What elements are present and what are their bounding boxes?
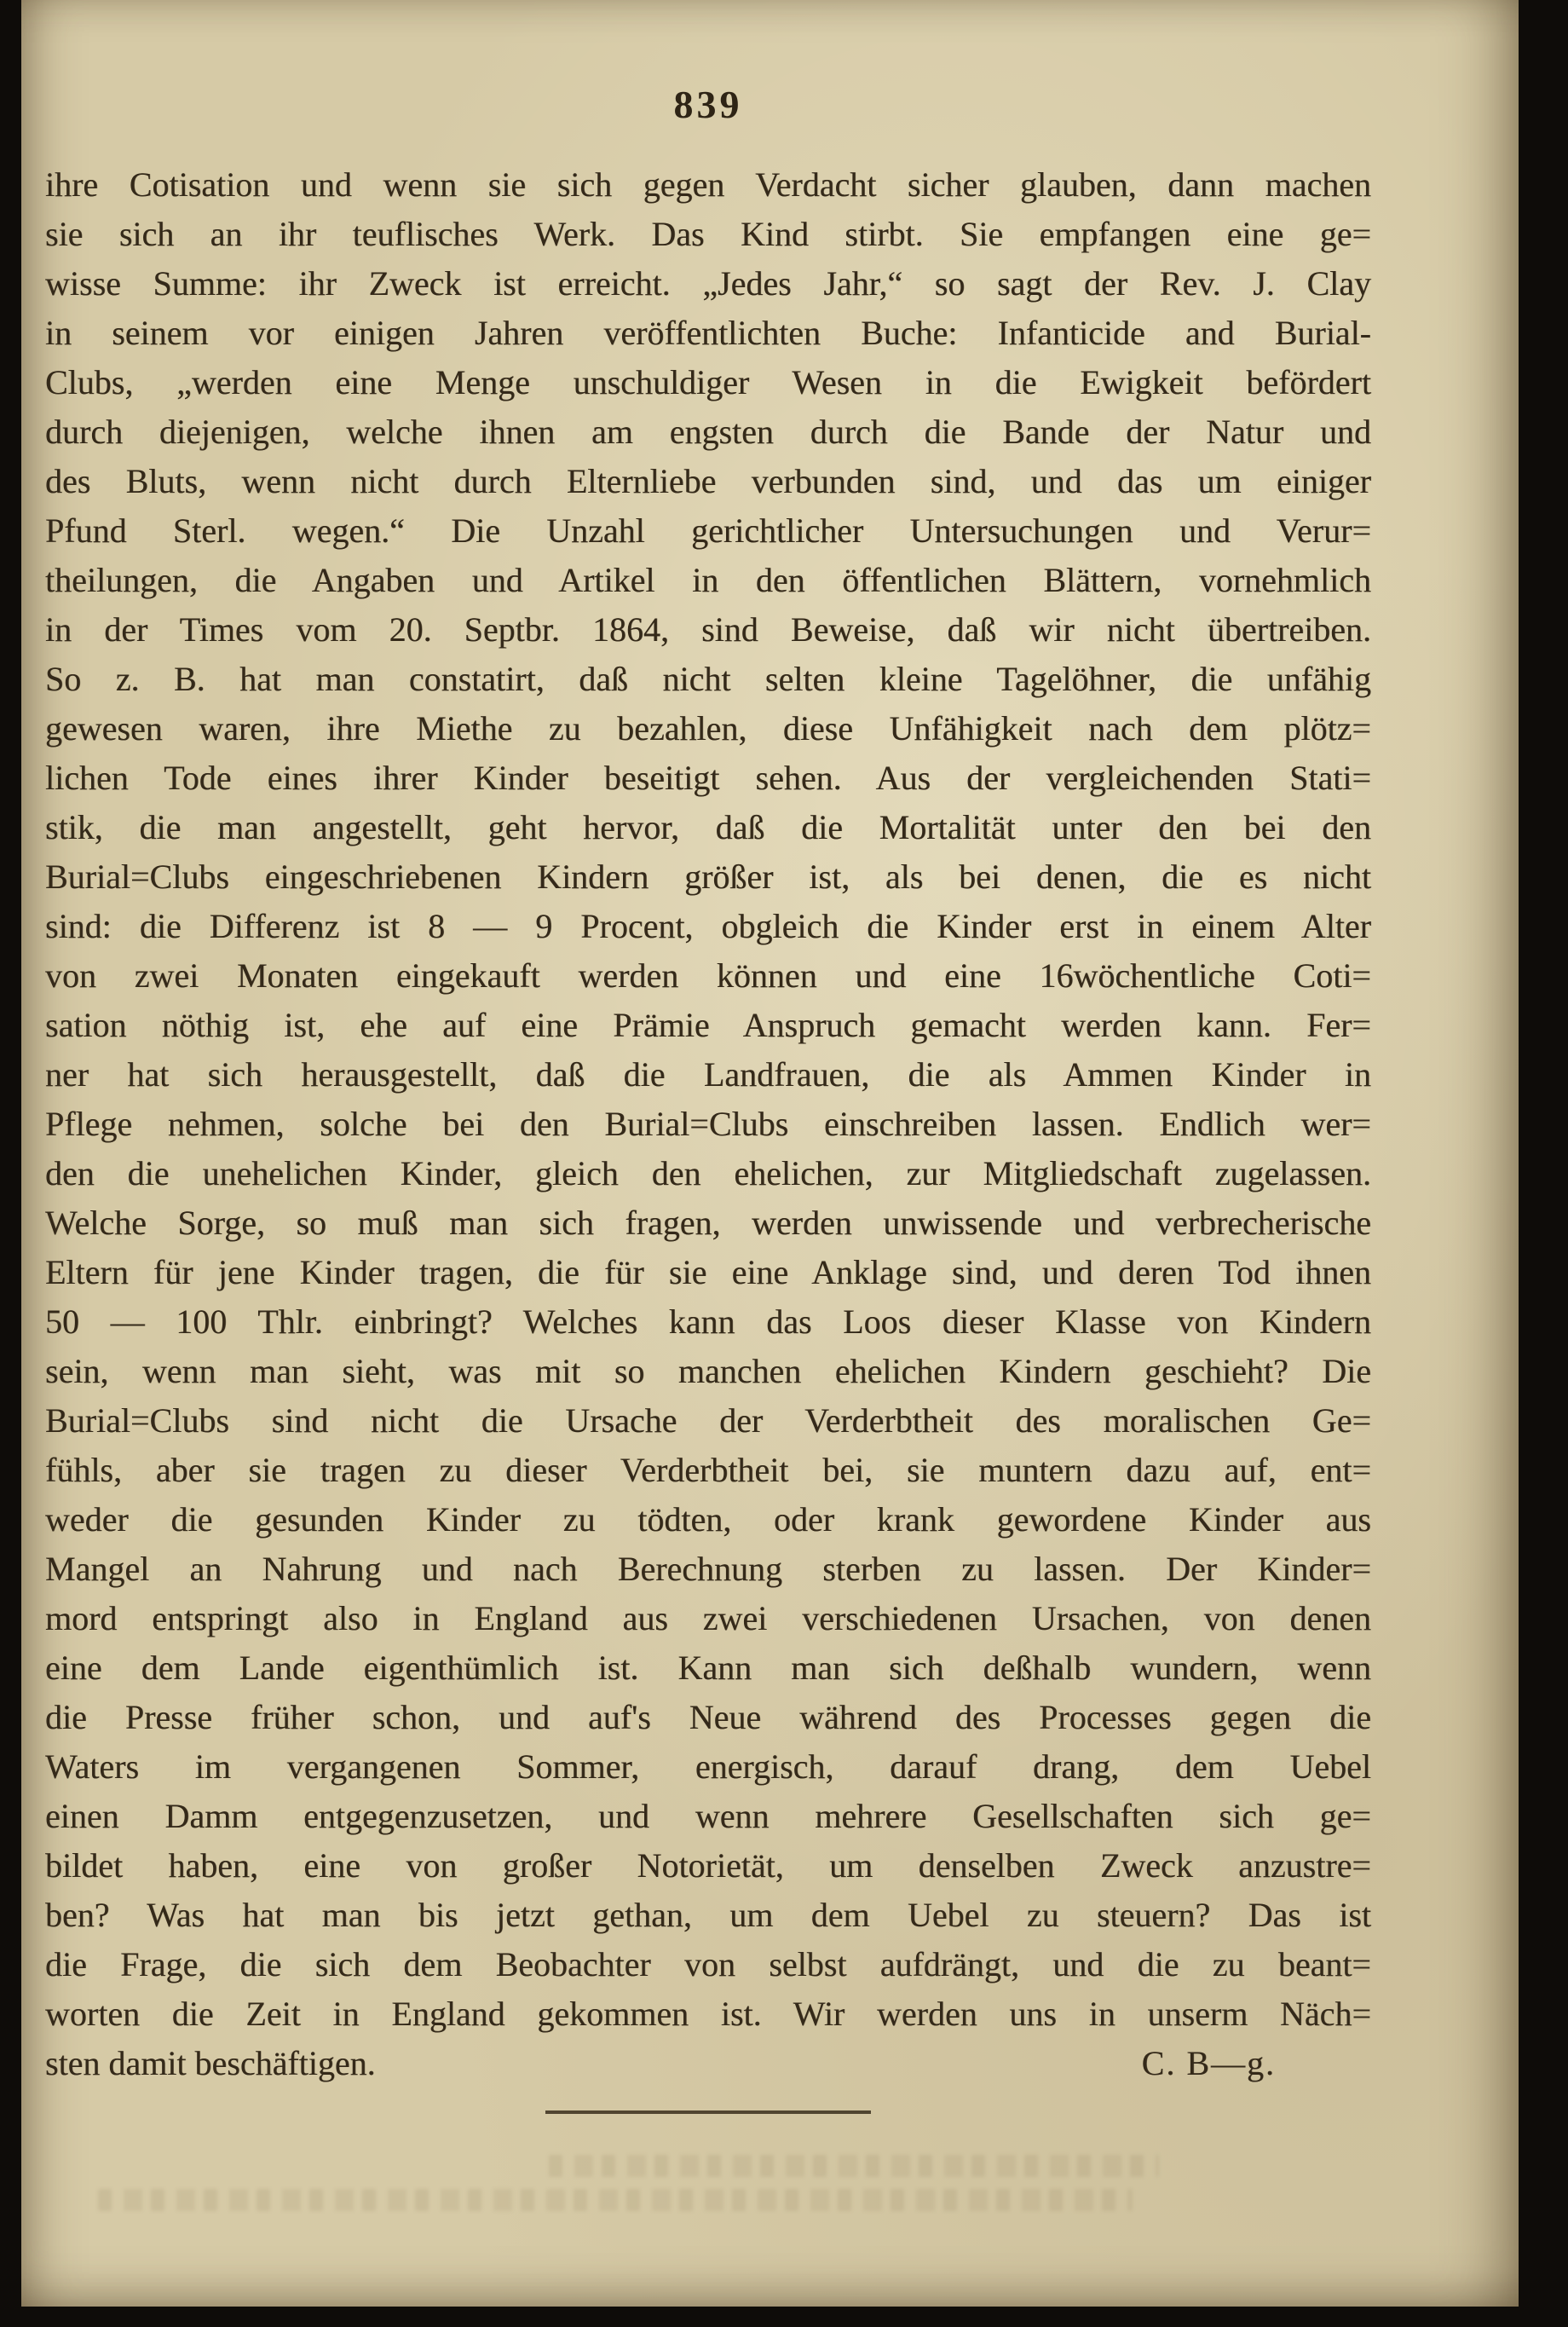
text-line: theilungen, die Angaben und Artikel in den öffentlichen Blättern, vornehmlich <box>45 561 1371 599</box>
text-line: 50 — 100 Thlr. einbringt? Welches kann das Loos dieser Klasse von Kindern <box>45 1302 1371 1341</box>
text-line: sind: die Differenz ist 8 — 9 Procent, obgleich die Kinder erst in einem Alter <box>45 907 1371 945</box>
author-signature: C. B—g. <box>1141 2044 1276 2082</box>
text-line: ihre Cotisation und wenn sie sich gegen Verdacht sicher glauben, dann machen <box>45 165 1371 204</box>
justified-text-lines <box>45 160 1371 2039</box>
text-line: sie sich an ihr teuflisches Werk. Das Kind stirbt. Sie empfangen eine ge= <box>45 215 1371 253</box>
text-line: Welche Sorge, so muß man sich fragen, werden unwissende und verbrecherische <box>45 1204 1371 1242</box>
text-line: Burial=Clubs eingeschriebenen Kindern größer ist, als bei denen, die es nicht <box>45 857 1371 896</box>
text-line: die Presse früher schon, und auf's Neue während des Processes gegen die <box>45 1698 1371 1736</box>
text-line: Clubs, „werden eine Menge unschuldiger Wesen in die Ewigkeit befördert <box>45 363 1371 401</box>
paper-sheet <box>21 0 1519 2307</box>
text-line: in der Times vom 20. Septbr. 1864, sind Beweise, daß wir nicht übertreiben. <box>45 610 1371 649</box>
text-line: sation nöthig ist, ehe auf eine Prämie Anspruch gemacht werden kann. Fer= <box>45 1006 1371 1044</box>
text-line: ben? Was hat man bis jetzt gethan, um dem Uebel zu steuern? Das ist <box>45 1896 1371 1934</box>
text-line: wisse Summe: ihr Zweck ist erreicht. „Jedes Jahr,“ so sagt der Rev. J. Clay <box>45 264 1371 303</box>
text-line: eine dem Lande eigenthümlich ist. Kann man sich deßhalb wundern, wenn <box>45 1649 1371 1687</box>
page-number: 839 <box>673 83 743 126</box>
text-line: mord entspringt also in England aus zwei verschiedenen Ursachen, von denen <box>45 1599 1371 1637</box>
text-line: den die unehelichen Kinder, gleich den ehelichen, zur Mitgliedschaft zugelassen. <box>45 1154 1371 1192</box>
text-line: die Frage, die sich dem Beobachter von selbst aufdrängt, und die zu beant= <box>45 1945 1371 1983</box>
text-line: gewesen waren, ihre Miethe zu bezahlen, diese Unfähigkeit nach dem plötz= <box>45 709 1371 748</box>
body-text <box>45 160 1371 2114</box>
text-line: in seinem vor einigen Jahren veröffentlichten Buche: Infanticide and Burial- <box>45 314 1371 352</box>
text-line: stik, die man angestellt, geht hervor, daß die Mortalität unter den bei den <box>45 808 1371 846</box>
section-divider <box>545 2110 871 2114</box>
text-line: Pflege nehmen, solche bei den Burial=Clubs einschreiben lassen. Endlich wer= <box>45 1105 1371 1143</box>
bleedthrough-line <box>98 2189 1133 2211</box>
text-line: Burial=Clubs sind nicht die Ursache der Verderbtheit des moralischen Ge= <box>45 1401 1371 1440</box>
last-text-line: sten damit beschäftigen. <box>45 2044 376 2082</box>
text-line: Pfund Sterl. wegen.“ Die Unzahl gerichtlicher Untersuchungen und Verur= <box>45 511 1371 550</box>
text-line: weder die gesunden Kinder zu tödten, oder krank gewordene Kinder aus <box>45 1500 1371 1539</box>
text-line: durch diejenigen, welche ihnen am engsten durch die Bande der Natur und <box>45 413 1371 451</box>
text-line: einen Damm entgegenzusetzen, und wenn mehrere Gesellschaften sich ge= <box>45 1797 1371 1835</box>
ink-bleedthrough <box>45 2155 1371 2223</box>
text-line: ner hat sich herausgestellt, daß die Landfrauen, die als Ammen Kinder in <box>45 1055 1371 1094</box>
text-line: Mangel an Nahrung und nach Berechnung sterben zu lassen. Der Kinder= <box>45 1550 1371 1588</box>
text-line: So z. B. hat man constatirt, daß nicht selten kleine Tagelöhner, die unfähig <box>45 660 1371 698</box>
text-line: von zwei Monaten eingekauft werden können und eine 16wöchentliche Coti= <box>45 956 1371 995</box>
bleedthrough-line <box>549 2155 1159 2177</box>
text-line: sein, wenn man sieht, was mit so manchen ehelichen Kindern geschieht? Die <box>45 1352 1371 1390</box>
last-line-row <box>45 2039 1371 2088</box>
text-line: Waters im vergangenen Sommer, energisch, darauf drang, dem Uebel <box>45 1747 1371 1786</box>
text-line: worten die Zeit in England gekommen ist. Wir werden uns in unserm Näch= <box>45 1995 1371 2033</box>
text-line: fühls, aber sie tragen zu dieser Verderbtheit bei, sie muntern dazu auf, ent= <box>45 1451 1371 1489</box>
text-line: bildet haben, eine von großer Notorietät, um denselben Zweck anzustre= <box>45 1846 1371 1885</box>
text-line: Eltern für jene Kinder tragen, die für sie eine Anklage sind, und deren Tod ihnen <box>45 1253 1371 1291</box>
text-line: des Bluts, wenn nicht durch Elternliebe verbunden sind, und das um einiger <box>45 462 1371 500</box>
text-line: lichen Tode eines ihrer Kinder beseitigt sehen. Aus der vergleichenden Stati= <box>45 759 1371 797</box>
